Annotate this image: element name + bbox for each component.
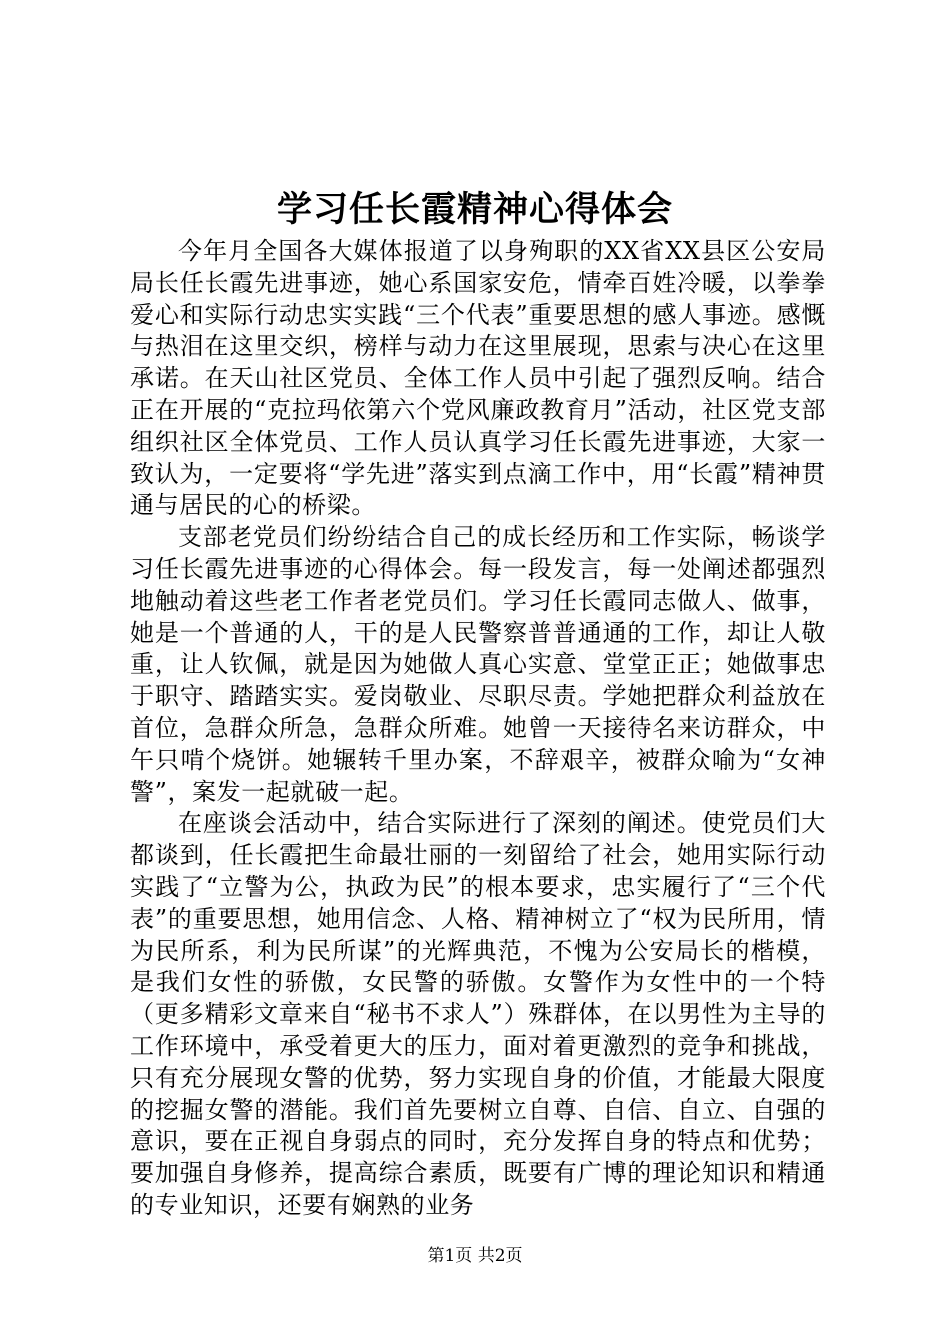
paragraph-3: 在座谈会活动中，结合实际进行了深刻的阐述。使党员们大都谈到，任长霞把生命最壮丽的一刻留给了社会，她用实际行动实践了“立警为公，执政为民”的根本要求，忠实履行了“三个代表”的重要思想，她用信念、人格、精神树立了“权为民所用，情为民所系，利为民所谋”的光辉典范，不愧为公安局长的楷模，是我们女性的骄傲，女民警的骄傲。女警作为女性中的一个特（更多精彩文章来自“秘书不求人”）殊群体，在以男性为主导的工作环境中，承受着更大的压力，面对着更激烈的竞争和挑战，只有充分展现女警的优势，努力实现自身的价值，才能最大限度的挖掘女警的潜能。我们首先要树立自尊、自信、自立、自强的意识，要在正视自身弱点的同时，充分发挥自身的特点和优势；要加强自身修养，提高综合素质，既要有广博的理论知识和精通的专业知识，还要有娴熟的业务	[130, 809, 826, 1219]
document-body	[130, 236, 826, 1222]
paragraph-1: 今年月全国各大媒体报道了以身殉职的XX省XX县区公安局局长任长霞先进事迹，她心系国家安危，情牵百姓冷暖，以拳拳爱心和实际行动忠实实践“三个代表”重要思想的感人事迹。感慨与热泪在这里交织，榜样与动力在这里展现，思索与决心在这里承诺。在天山社区党员、全体工作人员中引起了强烈反响。结合正在开展的“克拉玛依第六个党风廉政教育月”活动，社区党支部组织社区全体党员、工作人员认真学习任长霞先进事迹，大家一致认为，一定要将“学先进”落实到点滴工作中，用“长霞”精神贯通与居民的心的桥梁。	[130, 237, 826, 520]
page-number-footer: 第1页 共2页	[427, 1246, 523, 1266]
document-title: 学习任长霞精神心得体会	[276, 190, 673, 230]
paragraph-2: 支部老党员们纷纷结合自己的成长经历和工作实际，畅谈学习任长霞先进事迹的心得体会。每一段发言，每一处阐述都强烈地触动着这些老工作者老党员们。学习任长霞同志做人、做事，她是一个普通的人，干的是人民警察普普通通的工作，却让人敬重，让人钦佩，就是因为她做人真心实意、堂堂正正；她做事忠于职守、踏踏实实。爱岗敬业、尽职尽责。学她把群众利益放在首位，急群众所急，急群众所难。她曾一天接待名来访群众，中午只啃个烧饼。她辗转千里办案，不辞艰辛，被群众喻为“女神警”，案发一起就破一起。	[130, 523, 826, 806]
